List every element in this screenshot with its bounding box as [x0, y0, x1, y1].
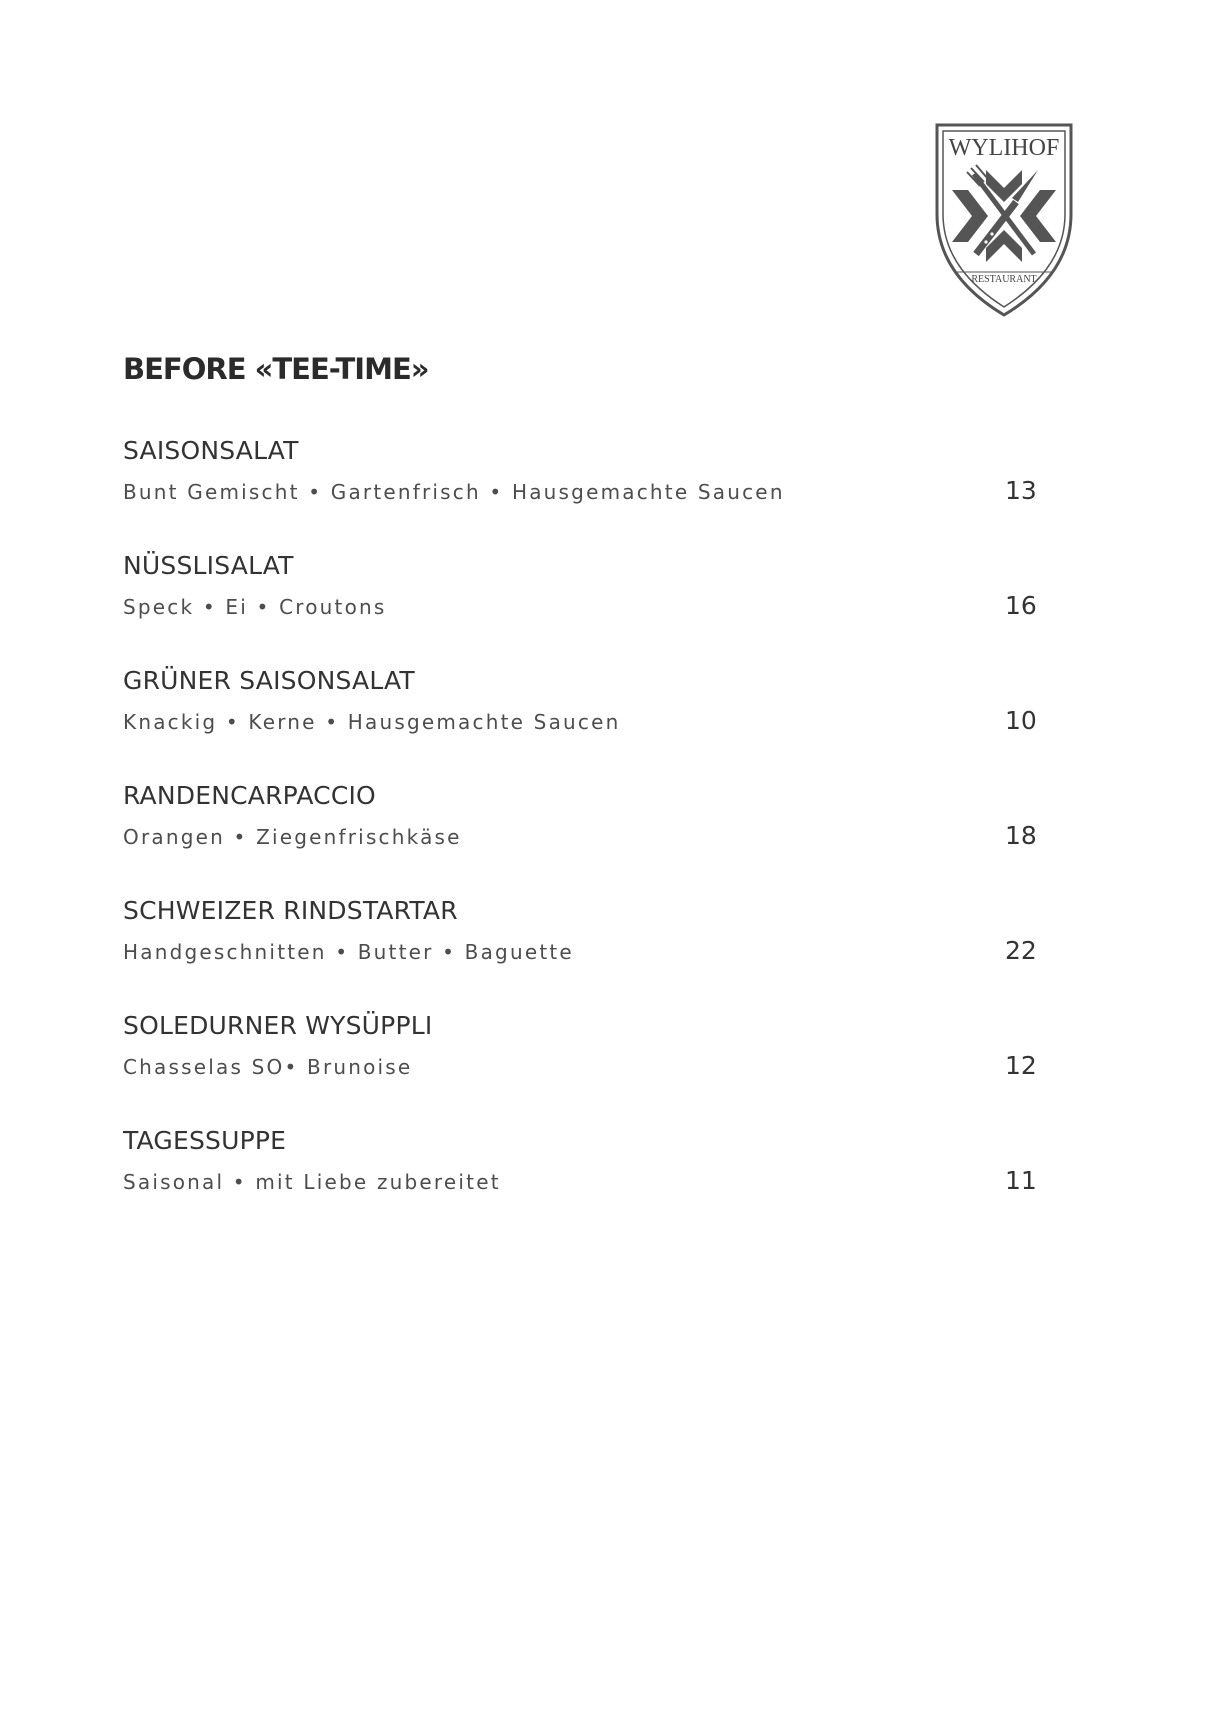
menu-item-description: Saisonal • mit Liebe zubereitet — [123, 1170, 501, 1194]
menu-item-name: SOLEDURNER WYSÜPPLI — [123, 1011, 433, 1040]
menu-item — [123, 781, 1053, 896]
menu-item-name: RANDENCARPACCIO — [123, 781, 376, 810]
logo-name: WYLIHOF — [948, 135, 1060, 161]
menu-item-name: SAISONSALAT — [123, 436, 299, 465]
menu-item-name: NÜSSLISALAT — [123, 551, 294, 580]
crest-icon — [934, 122, 1074, 318]
menu-item-description: Knackig • Kerne • Hausgemachte Saucen — [123, 710, 621, 734]
menu-list — [123, 436, 1053, 1241]
menu-item-description: Handgeschnitten • Butter • Baguette — [123, 940, 574, 964]
menu-item-name: SCHWEIZER RINDSTARTAR — [123, 896, 458, 925]
menu-item-description: Speck • Ei • Croutons — [123, 595, 387, 619]
menu-item-name: TAGESSUPPE — [123, 1126, 287, 1155]
menu-item — [123, 666, 1053, 781]
section-title: BEFORE «TEE-TIME» — [123, 352, 429, 386]
menu-item-description: Orangen • Ziegenfrischkäse — [123, 825, 462, 849]
menu-item-price: 13 — [1005, 476, 1037, 505]
menu-item — [123, 1126, 1053, 1241]
restaurant-logo — [934, 122, 1074, 318]
menu-item-price: 18 — [1005, 821, 1037, 850]
menu-item-price: 16 — [1005, 591, 1037, 620]
menu-item-name: GRÜNER SAISONSALAT — [123, 666, 415, 695]
menu-item-price: 22 — [1005, 936, 1037, 965]
menu-item — [123, 896, 1053, 1011]
menu-item — [123, 1011, 1053, 1126]
menu-item-description: Chasselas SO• Brunoise — [123, 1055, 413, 1079]
menu-item-description: Bunt Gemischt • Gartenfrisch • Hausgemachte Saucen — [123, 480, 785, 504]
menu-item — [123, 436, 1053, 551]
menu-item-price: 11 — [1005, 1166, 1037, 1195]
logo-subtitle: RESTAURANT — [971, 274, 1037, 285]
menu-item-price: 12 — [1005, 1051, 1037, 1080]
menu-item-price: 10 — [1005, 706, 1037, 735]
menu-item — [123, 551, 1053, 666]
